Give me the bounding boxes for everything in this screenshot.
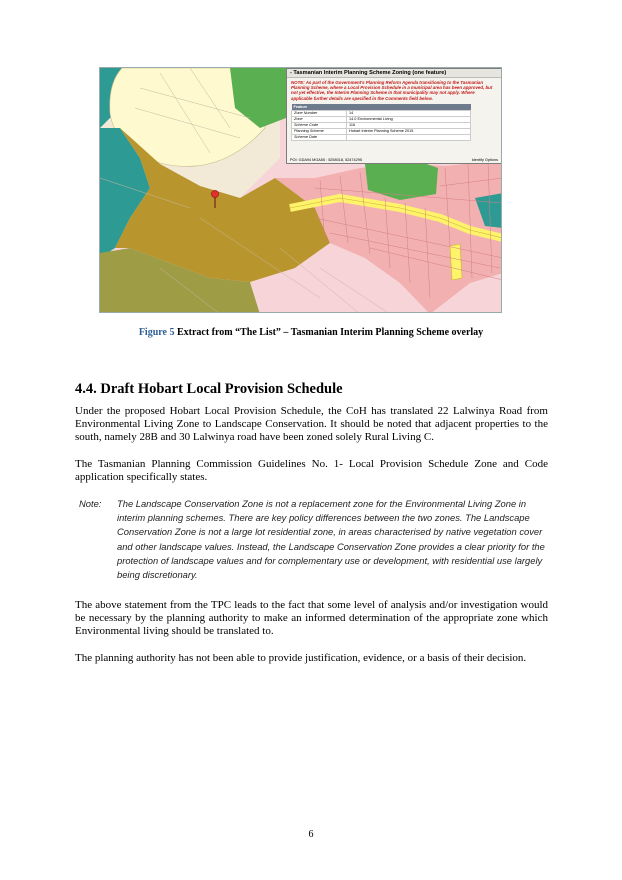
row-key: Zone Number [292, 110, 347, 116]
popup-feature-table [291, 104, 471, 141]
popup-title: - Tasmanian Interim Planning Scheme Zoning (one feature) [287, 69, 501, 78]
road-strip [450, 244, 462, 280]
popup-coordinates: POI: GDA94 MGA55 : 5258018, 52474295 [290, 158, 362, 162]
paragraph-2: The Tasmanian Planning Commission Guidelines No. 1- Local Provision Schedule Zone and Code application specifically states. [75, 458, 548, 484]
identify-options-link[interactable]: Identify Options [471, 158, 498, 162]
identify-popup [286, 68, 502, 164]
note-label: Note: [79, 498, 102, 509]
table-row [292, 134, 471, 140]
page-number: 6 [308, 829, 314, 840]
row-value: 14.0 Environmental Living [347, 116, 471, 122]
row-key: Scheme Code [292, 122, 347, 128]
note-quote [79, 497, 549, 582]
paragraph-4: The planning authority has not been able to provide justification, evidence, or a basis of their decision. [75, 652, 527, 664]
row-value: Hobart Interim Planning Scheme 2015 [347, 128, 471, 134]
figure-caption [0, 327, 622, 338]
row-key: Scheme Date [292, 134, 347, 140]
popup-note: NOTE: As part of the Government's Planning Reform Agenda transitioning to the Tasmanian Planning Scheme, where a Local Provision Schedule in a municipal area has been approved, but not yet effective, the Interim Planning Scheme in that municipality may not apply. Where applicable further details are specified in the Comments field below. [291, 80, 493, 101]
figure-caption-text: Extract from “The List” – Tasmanian Interim Planning Scheme overlay [174, 327, 484, 338]
paragraph-3: The above statement from the TPC leads to the fact that some level of analysis and/or investigation would be necessary by the planning authority to make an informed determination of the appropriate zone which Environmental living should be translated to. [75, 599, 548, 638]
popup-footer [290, 158, 498, 162]
paragraph-1: Under the proposed Hobart Local Provision Schedule, the CoH has translated 22 Lalwinya Road from Environmental Living Zone to Landscape Conservation. It should be noted that adjacent properties to the south, namely 28B and 30 Lalwinya road have been zoned solely Rural Living C. [75, 405, 548, 444]
zoning-map-figure [99, 67, 502, 313]
row-value: 116 [347, 122, 471, 128]
section-heading: 4.4. Draft Hobart Local Provision Schedule [75, 381, 343, 397]
row-value [347, 134, 471, 140]
row-key: Planning Scheme [292, 128, 347, 134]
row-value: 14 [347, 110, 471, 116]
row-key: Zone [292, 116, 347, 122]
popup-table-header: Feature [292, 104, 471, 111]
note-text: The Landscape Conservation Zone is not a replacement zone for the Environmental Living Zone in interim planning schemes. There are key policy differences between the two zones. The Landscape Conservation Zone is not a large lot residential zone, in areas characterised by native vegetation cover and other landscape values. Instead, the Landscape Conservation Zone provides a clear priority for the protection of landscape values and for complementary use or development, with residential use largely being discretionary. [117, 498, 545, 581]
figure-number: Figure 5 [138, 327, 175, 338]
